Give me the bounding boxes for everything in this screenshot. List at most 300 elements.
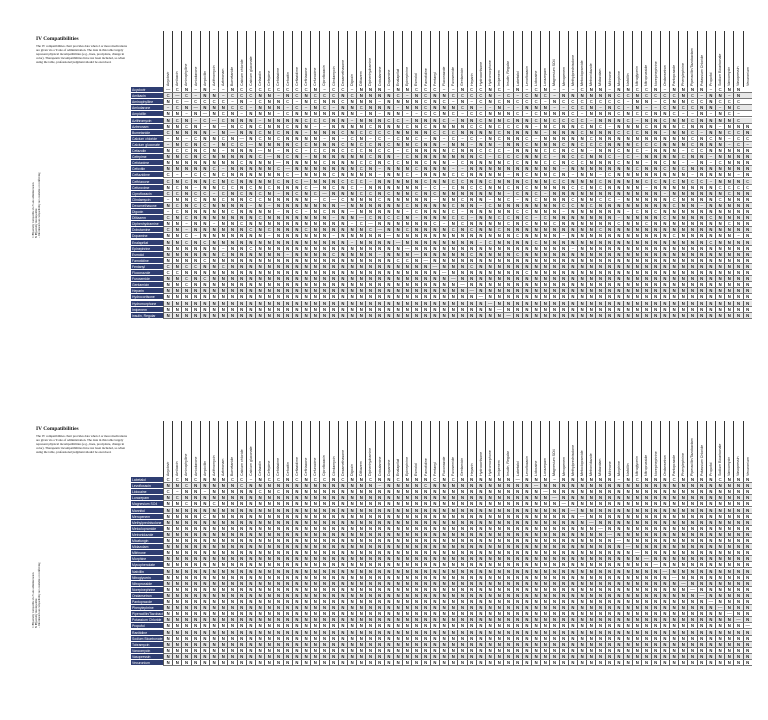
column-header-label: Magnesium SO4 (552, 59, 556, 86)
compat-cell: N (706, 276, 715, 282)
compat-cell: N (595, 166, 604, 172)
compat-cell: N (632, 489, 641, 495)
compat-cell: N (559, 154, 568, 160)
compat-cell: N (651, 575, 660, 581)
compat-cell: N (513, 556, 522, 562)
compat-cell: N (641, 166, 650, 172)
compat-cell: N (614, 593, 623, 599)
compat-cell: N (733, 660, 742, 666)
compat-cell: N (338, 544, 347, 550)
compat-cell: N (283, 550, 292, 556)
compat-cell: N (605, 142, 614, 148)
compat-cell: N (706, 654, 715, 660)
compat-cell: N (329, 99, 338, 105)
compat-cell: N (595, 599, 604, 605)
compat-cell: N (301, 630, 310, 636)
compat-cell: N (743, 617, 752, 623)
column-header-label: Labetalol (516, 461, 520, 476)
compat-cell: – (706, 87, 715, 93)
row-drug-name: Digoxin (131, 209, 163, 215)
compat-cell: N (467, 544, 476, 550)
compat-cell: N (632, 203, 641, 209)
compat-cell: N (743, 538, 752, 544)
compat-cell: N (586, 648, 595, 654)
compat-cell: N (301, 556, 310, 562)
compat-cell: N (733, 630, 742, 636)
compat-cell: N (227, 581, 236, 587)
row-drug-name: Potassium Chloride (131, 617, 163, 623)
compat-cell: N (172, 264, 181, 270)
compat-cell: N (586, 221, 595, 227)
compat-cell: N (457, 623, 466, 629)
compat-cell: – (660, 191, 669, 197)
compat-cell: N (540, 209, 549, 215)
compat-cell: C (218, 136, 227, 142)
compat-cell: C (531, 240, 540, 246)
row-drug-name: Furosemide (131, 276, 163, 282)
compat-cell: N (338, 654, 347, 660)
compat-cell: N (651, 477, 660, 483)
compat-cell: N (273, 221, 282, 227)
compat-cell: N (181, 191, 190, 197)
compat-cell: N (586, 87, 595, 93)
compat-cell: N (595, 307, 604, 313)
compat-cell: N (375, 636, 384, 642)
compat-cell: – (503, 148, 512, 154)
compat-cell: C (540, 154, 549, 160)
compat-cell: N (439, 617, 448, 623)
compat-cell: C (181, 93, 190, 99)
compat-cell: N (522, 301, 531, 307)
compat-cell: N (549, 623, 558, 629)
compat-cell: N (292, 636, 301, 642)
compat-cell: N (384, 105, 393, 111)
column-header-label: Calcium gluconate (249, 446, 253, 476)
compat-cell: — (292, 172, 301, 178)
column-header (522, 421, 531, 477)
compat-cell: N (273, 233, 282, 239)
compat-cell: N (292, 617, 301, 623)
compat-cell: N (384, 294, 393, 300)
compat-cell: N (448, 599, 457, 605)
compat-cell: N (577, 508, 586, 514)
compat-cell: C (227, 179, 236, 185)
compat-cell: N (595, 136, 604, 142)
compat-cell: N (503, 508, 512, 514)
compat-cell: N (715, 148, 724, 154)
compat-cell: N (421, 593, 430, 599)
compat-cell: N (338, 160, 347, 166)
compat-cell: N (430, 301, 439, 307)
compat-cell: N (310, 294, 319, 300)
compat-cell: C (595, 185, 604, 191)
compat-cell: N (513, 581, 522, 587)
compat-cell: N (513, 599, 522, 605)
compat-cell: C (329, 185, 338, 191)
compat-cell: N (402, 185, 411, 191)
compat-cell: N (292, 124, 301, 130)
compat-cell: N (421, 307, 430, 313)
compat-cell: N (301, 520, 310, 526)
compat-cell: – (513, 105, 522, 111)
compat-cell: N (237, 313, 246, 319)
compat-cell: N (494, 660, 503, 666)
compat-cell: N (227, 172, 236, 178)
compat-cell: N (329, 544, 338, 550)
compat-cell: N (651, 160, 660, 166)
compat-cell: N (264, 252, 273, 258)
compat-cell: N (264, 556, 273, 562)
compat-cell: N (586, 282, 595, 288)
compat-cell: N (457, 313, 466, 319)
compat-cell: N (402, 221, 411, 227)
compat-cell: N (181, 544, 190, 550)
compat-cell: N (733, 160, 742, 166)
compat-cell: N (430, 124, 439, 130)
compat-cell: C (485, 179, 494, 185)
compat-cell: N (605, 233, 614, 239)
compat-cell: N (540, 599, 549, 605)
compat-cell: N (540, 508, 549, 514)
compat-cell: N (522, 654, 531, 660)
column-header (292, 421, 301, 477)
compat-cell: N (485, 282, 494, 288)
compat-cell: N (439, 495, 448, 501)
compat-cell: N (641, 654, 650, 660)
compat-cell: N (237, 270, 246, 276)
compat-cell: N (697, 544, 706, 550)
compat-cell: N (172, 611, 181, 617)
compat-cell: N (246, 233, 255, 239)
compat-cell: N (715, 501, 724, 507)
compat-cell: N (485, 636, 494, 642)
compat-cell: N (568, 556, 577, 562)
compat-cell: N (421, 514, 430, 520)
compat-cell: N (283, 179, 292, 185)
compat-cell: N (264, 636, 273, 642)
compat-cell: N (338, 483, 347, 489)
compat-cell: N (310, 240, 319, 246)
compat-cell: – (338, 136, 347, 142)
compat-cell: C (209, 179, 218, 185)
compat-cell: N (255, 569, 264, 575)
compat-cell: C (411, 136, 420, 142)
compat-cell: N (430, 587, 439, 593)
column-header (467, 31, 476, 87)
compat-cell: N (623, 569, 632, 575)
compat-cell: N (319, 489, 328, 495)
compat-cell: N (531, 532, 540, 538)
compat-cell: N (623, 489, 632, 495)
compat-cell: N (651, 501, 660, 507)
compat-cell: N (724, 166, 733, 172)
compat-cell: N (273, 154, 282, 160)
compat-cell: N (715, 556, 724, 562)
compat-cell: N (494, 294, 503, 300)
compat-cell: N (687, 526, 696, 532)
compat-cell: – (724, 93, 733, 99)
compat-cell: N (595, 654, 604, 660)
compat-cell: C (577, 99, 586, 105)
compat-cell: – (246, 99, 255, 105)
compat-cell: N (697, 532, 706, 538)
compat-cell: N (531, 508, 540, 514)
compat-cell: C (724, 221, 733, 227)
compat-cell: N (319, 514, 328, 520)
compat-cell: N (319, 642, 328, 648)
compat-cell: C (411, 191, 420, 197)
compat-cell: N (605, 252, 614, 258)
compat-cell: N (439, 526, 448, 532)
compat-cell: N (706, 538, 715, 544)
compat-cell: N (356, 172, 365, 178)
compat-cell: N (614, 654, 623, 660)
compat-cell: N (329, 532, 338, 538)
compat-cell: N (559, 136, 568, 142)
compat-cell: N (687, 233, 696, 239)
compat-cell: C (356, 160, 365, 166)
compat-cell: N (540, 605, 549, 611)
compat-cell: C (641, 124, 650, 130)
row-drug-name: Calcium gluconate (131, 142, 163, 148)
column-header (430, 31, 439, 87)
compat-cell: N (549, 215, 558, 221)
compat-cell: N (577, 209, 586, 215)
compat-cell: N (200, 593, 209, 599)
compat-cell: N (264, 301, 273, 307)
compat-cell: N (660, 501, 669, 507)
compat-cell: N (697, 550, 706, 556)
compat-cell: N (209, 197, 218, 203)
column-header-label: Epinephrine (405, 67, 409, 86)
compat-cell: N (577, 307, 586, 313)
compat-cell: N (384, 587, 393, 593)
compat-cell: N (273, 185, 282, 191)
compat-cell: N (568, 313, 577, 319)
compat-cell: N (264, 587, 273, 593)
compat-cell: N (724, 246, 733, 252)
compat-cell: C (430, 111, 439, 117)
compat-cell: N (329, 623, 338, 629)
compat-cell: – (283, 105, 292, 111)
compat-cell: N (375, 288, 384, 294)
compat-cell: N (697, 654, 706, 660)
compat-cell: – (439, 87, 448, 93)
compat-cell: N (172, 648, 181, 654)
compat-cell: N (678, 294, 687, 300)
compat-cell: N (522, 276, 531, 282)
compat-cell: N (687, 630, 696, 636)
compat-cell: N (549, 301, 558, 307)
compat-cell: N (227, 166, 236, 172)
compat-cell: N (706, 648, 715, 654)
compat-cell: N (632, 197, 641, 203)
row-drug-name: Cefotaxime (131, 160, 163, 166)
compat-cell: N (660, 587, 669, 593)
compat-cell: — (641, 556, 650, 562)
compat-cell: N (356, 642, 365, 648)
column-header-label: Bumetanide (230, 457, 234, 476)
compat-cell: N (246, 587, 255, 593)
compat-cell: C (319, 209, 328, 215)
column-header-label: Imipenem (497, 70, 501, 86)
compat-cell: N (255, 550, 264, 556)
compat-cell: N (485, 313, 494, 319)
compat-cell: C (402, 258, 411, 264)
compat-cell: N (540, 660, 549, 666)
compat-cell: N (494, 587, 503, 593)
compat-cell: N (586, 130, 595, 136)
compat-cell: N (411, 130, 420, 136)
compat-cell: N (697, 636, 706, 642)
compat-cell: N (393, 605, 402, 611)
compat-cell: – (439, 142, 448, 148)
compat-cell: N (614, 501, 623, 507)
compat-cell: N (559, 246, 568, 252)
compat-cell: N (402, 301, 411, 307)
compat-cell: N (641, 636, 650, 642)
compat-cell: N (697, 538, 706, 544)
compat-cell: N (577, 495, 586, 501)
compat-cell: – (246, 203, 255, 209)
compat-cell: N (264, 215, 273, 221)
column-header (310, 31, 319, 87)
compat-cell: N (264, 258, 273, 264)
compat-cell: N (200, 221, 209, 227)
compat-cell: N (559, 160, 568, 166)
compat-cell: N (421, 477, 430, 483)
compat-cell: N (448, 617, 457, 623)
compat-cell: N (172, 556, 181, 562)
compat-cell: N (697, 209, 706, 215)
compat-cell: N (338, 276, 347, 282)
compat-cell: N (687, 495, 696, 501)
compat-cell: N (513, 148, 522, 154)
compat-cell: N (623, 654, 632, 660)
compat-cell: N (531, 172, 540, 178)
compat-cell: N (476, 648, 485, 654)
compat-cell: C (568, 99, 577, 105)
compat-cell: N (402, 508, 411, 514)
compat-cell: N (347, 307, 356, 313)
compat-cell: N (467, 221, 476, 227)
compat-cell: N (218, 514, 227, 520)
compat-cell: N (476, 520, 485, 526)
compat-cell: N (651, 538, 660, 544)
column-header (457, 31, 466, 87)
compat-cell: N (531, 209, 540, 215)
compat-cell: N (660, 301, 669, 307)
compat-cell: N (669, 550, 678, 556)
compat-cell: N (632, 520, 641, 526)
compat-cell: N (513, 562, 522, 568)
compat-cell: N (476, 307, 485, 313)
compat-cell: N (586, 495, 595, 501)
compat-cell: N (706, 483, 715, 489)
row-drug-name: Phenylephrine (131, 605, 163, 611)
compat-cell: – (522, 87, 531, 93)
compat-cell: N (191, 111, 200, 117)
row-drug-name: Magnesium SO4 (131, 501, 163, 507)
compat-cell: N (393, 99, 402, 105)
compat-cell: N (292, 264, 301, 270)
compat-cell: N (163, 483, 172, 489)
compat-cell: N (402, 142, 411, 148)
compat-cell: C (172, 105, 181, 111)
compat-cell: N (365, 495, 374, 501)
compat-cell: N (513, 246, 522, 252)
compat-cell: N (669, 227, 678, 233)
compat-cell: N (706, 514, 715, 520)
column-header (163, 421, 172, 477)
column-header (338, 31, 347, 87)
compat-cell: — (301, 179, 310, 185)
compat-cell: N (283, 203, 292, 209)
compat-cell: N (568, 124, 577, 130)
compat-cell: N (191, 495, 200, 501)
compat-cell: N (301, 654, 310, 660)
compat-cell: N (338, 313, 347, 319)
compat-cell: N (660, 142, 669, 148)
compat-cell: N (687, 593, 696, 599)
compat-cell: N (568, 276, 577, 282)
compat-cell: N (384, 99, 393, 105)
compat-cell: N (402, 313, 411, 319)
compat-cell: N (283, 118, 292, 124)
column-header (200, 31, 209, 87)
compat-cell: N (706, 526, 715, 532)
compat-cell: C (605, 154, 614, 160)
compat-cell: N (623, 550, 632, 556)
compat-cell: C (457, 197, 466, 203)
compat-cell: C (568, 197, 577, 203)
compat-cell: N (457, 191, 466, 197)
compat-cell: C (448, 130, 457, 136)
compat-cell: N (181, 166, 190, 172)
compat-cell: N (430, 258, 439, 264)
compat-cell: N (632, 136, 641, 142)
compat-cell: N (356, 197, 365, 203)
compat-cell: N (319, 172, 328, 178)
compat-cell: N (200, 501, 209, 507)
compat-cell: N (402, 520, 411, 526)
compat-cell: N (586, 240, 595, 246)
compat-cell: N (568, 483, 577, 489)
compat-cell: N (715, 495, 724, 501)
compat-cell: N (706, 282, 715, 288)
compat-cell: N (347, 636, 356, 642)
compat-cell: N (605, 654, 614, 660)
column-header-label: Cefoxitin (286, 462, 290, 476)
compat-cell: N (568, 489, 577, 495)
compat-cell: N (365, 87, 374, 93)
compat-cell: N (467, 197, 476, 203)
column-header (255, 31, 264, 87)
compat-cell: N (503, 240, 512, 246)
compat-cell: N (365, 508, 374, 514)
compat-cell: N (531, 307, 540, 313)
compat-cell: C (522, 142, 531, 148)
compat-cell: – (485, 105, 494, 111)
compat-cell: N (715, 642, 724, 648)
compat-cell: N (494, 520, 503, 526)
compat-cell: C (172, 270, 181, 276)
compat-cell: N (283, 520, 292, 526)
compat-cell: N (218, 636, 227, 642)
compat-cell: C (568, 148, 577, 154)
compat-cell: N (623, 166, 632, 172)
compat-cell: N (218, 556, 227, 562)
